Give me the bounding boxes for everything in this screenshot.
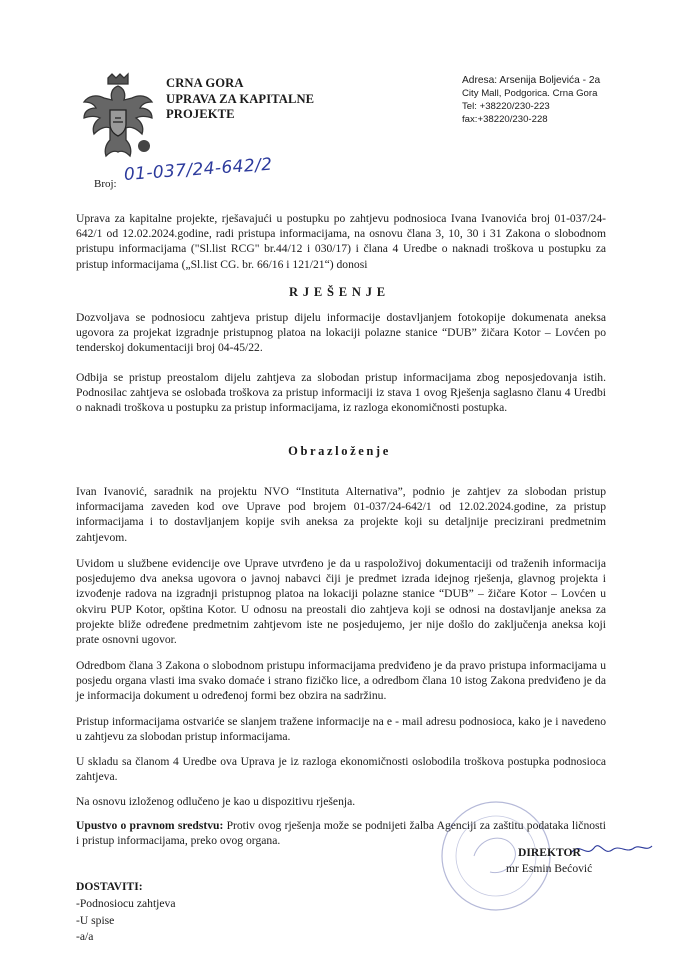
reasoning-paragraph-3: Odredbom člana 3 Zakona o slobodnom pristupu informacijama predviđeno je da pravo pristupa informacijama u posjedu organa vlasti ima svako domaće i strano fizičko lice, a odredbom člana 10 istog Zakona predviđeno je da je informacija dokument u određenoj formi bez obzira na sadržinu. [76, 659, 606, 703]
dostaviti-item: -a/a [76, 930, 94, 943]
contact-fax: fax:+38220/230-228 [462, 114, 548, 125]
org-line-1: CRNA GORA [166, 76, 244, 90]
reasoning-paragraph-5: U skladu sa članom 4 Uredbe ova Uprava je iz razloga ekonomičnosti oslobodila troškova postupka podnosioca zahtjeva. [76, 755, 606, 784]
reference-number-label: Broj: [94, 178, 117, 190]
contact-city: City Mall, Podgorica. Crna Gora [462, 88, 598, 99]
reasoning-paragraph-4: Pristup informacijama ostvariće se slanjem tražene informacije na e - mail adresu podnosioca, kako je i navedeno u zahtjevu za slobodan pristup informacijama. [76, 715, 606, 744]
director-title: DIREKTOR [518, 846, 581, 859]
legal-remedy-label: Upustvo o pravnom sredstvu: [76, 819, 224, 832]
contact-block [462, 74, 600, 126]
dostaviti-list [76, 896, 176, 946]
signature-scribble-icon [570, 838, 660, 862]
reasoning-paragraph-6: Na osnovu izloženog odlučeno je kao u dispozitivu rješenja. [76, 795, 356, 808]
contact-address: Adresa: Arsenija Boljevića - 2a [462, 75, 601, 86]
decision-paragraph-1: Dozvoljava se podnosiocu zahtjeva pristup dijelu informacije dostavljanjem fotokopije dokumenata aneksa ugovora za projekat izgradnje pristupnog platoa na lokaciji polazne stanice “DUB” žičara Kotor – Lovćen po tenderskoj dokumentaciji broj 04-45/22. [76, 311, 606, 355]
organization-name [166, 76, 314, 123]
reasoning-paragraph-2: Uvidom u službene evidencije ove Uprave utvrđeno je da u raspoloživoj dokumentaciji od traženih informacija posjedujemo dva aneksa ugovora o javnoj nabavci čiji je predmet izrada idejnog rješenja, glavnog projekta i izvođenje radova na izgradnji pristupnog platoa na lokaciji polazne stanice “DUB” – žičare Kotor – Lovćen u okviru PUP Kotor, opština Kotor. U odnosu na preostali dio zahtjeva koji se odnosi na dostavljanje aneksa za projekte bliže određene predmetnim zahtjevom iste ne posjedujemo, jer nije došlo do zaključenja aneksa koji prate osnovni ugovor. [76, 557, 606, 647]
dostaviti-item: -U spise [76, 913, 115, 927]
director-name: mr Esmin Bećović [506, 862, 593, 875]
reasoning-title: Obrazloženje [288, 444, 391, 458]
intro-paragraph: Uprava za kapitalne projekte, rješavajući u postupku po zahtjevu podnosioca Ivana Ivanovića broj 01-037/24-642/1 od 12.02.2024.godine, radi pristupa informacijama, na osnovu člana 3, 10, 30 i 31 Zakona o slobodnom pristupu informacijama ("Sl.list RCG" br.44/12 i 030/17) i člana 4 Uredbe o naknadi troškova u postupku za pristup informacijama („Sl.list CG. br. 66/16 i 121/21“) donosi [76, 212, 606, 271]
contact-tel: Tel: +38220/230-223 [462, 101, 550, 112]
decision-title: RJEŠENJE [289, 285, 390, 299]
org-line-2: UPRAVA ZA KAPITALNE [166, 91, 315, 106]
dostaviti-item: -Podnosiocu zahtjeva [76, 897, 176, 910]
reasoning-paragraph-1: Ivan Ivanović, saradnik na projektu NVO “Instituta Alternativa”, podnio je zahtjev za slobodan pristup informacijama zaveden kod ove Uprave pod brojem 01-037/24-642/1 od 12.02.2024.godine, za pristup informacijama i to dostavljanjem kopije svih aneksa za projekte koji su detaljnije precizirani predmetnim zahtjevom. [76, 485, 606, 544]
reference-number-handwritten: 01-037/24-642/2 [123, 154, 274, 185]
legal-remedy-text: Protiv ovog rješenja može se podnijeti žalba Agenciji za zaštitu podataka ličnosti i pristup informacijama, preko ovog organa. [76, 819, 606, 848]
coat-of-arms-icon [78, 72, 158, 164]
dostaviti-title: DOSTAVITI: [76, 880, 143, 893]
decision-paragraph-2: Odbija se pristup preostalom dijelu zahtjeva za slobodan pristup informacijama zbog neposjedovanja istih. Podnosilac zahtjeva se oslobađa troškova za pristup informaciji iz stava 1 ovog Rješenja saglasno članu 4 Uredbi o naknadi troškova u postupku za pristup informacijama, iz razloga ekonomičnosti postupka. [76, 371, 606, 415]
org-line-3: PROJEKTE [166, 107, 235, 121]
